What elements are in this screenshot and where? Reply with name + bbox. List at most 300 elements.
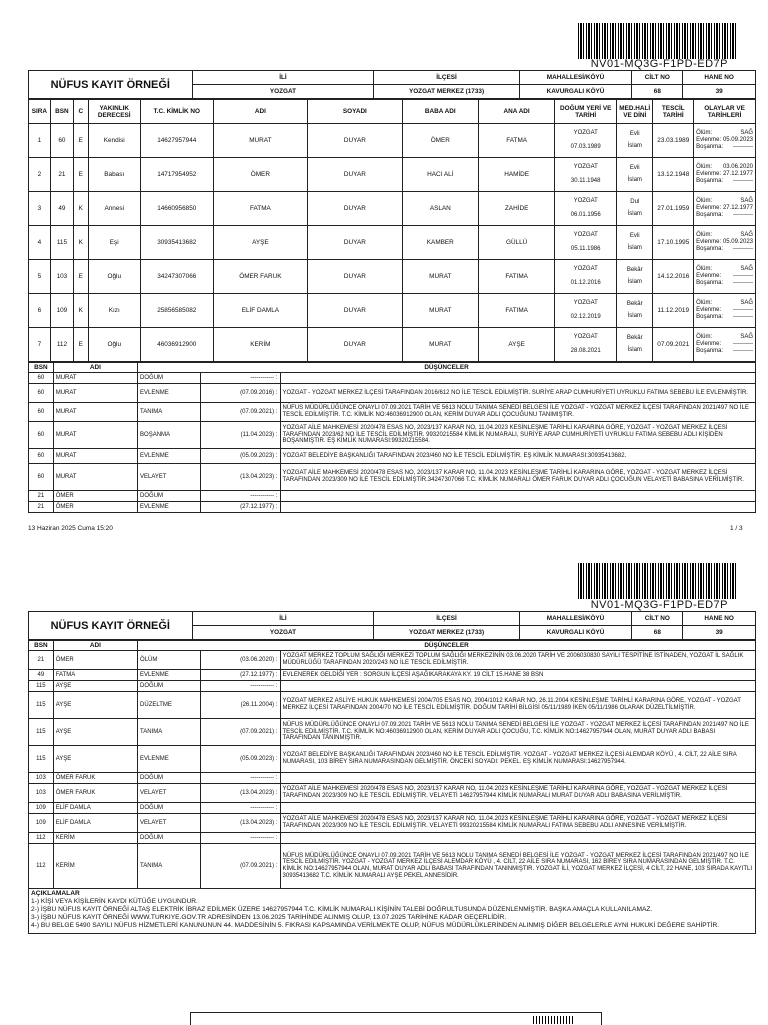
event-line-bosanma (696, 246, 753, 253)
event-type: DOĞUM (138, 491, 201, 502)
religion: İslam (627, 211, 642, 217)
event-bsn: 109 (29, 803, 54, 814)
event-description: YOZGAT MERKEZ TOPLUM SAĞLIĞI MERKEZİ TOPLUM SAĞLIĞI MERKEZİNİN 03.06.2020 TARİH VE 2006030830 SAYILI TESPİTİNE İSTİNADEN, YOZGAT İL SAĞLIK MÜDÜRLÜĞÜ TARAFINDAN 2020/243 NO İLE TESCİL EDİLMİŞTİR. (280, 651, 755, 670)
person-row (29, 260, 756, 294)
event-type: DOĞUM (138, 833, 201, 844)
events-cell (694, 328, 756, 362)
event-date: (07.09.2021) : (200, 844, 280, 889)
registration-date-cell: 14.12.2016 (653, 260, 694, 294)
person-row (29, 226, 756, 260)
event-row (29, 803, 756, 814)
event-description (280, 681, 755, 692)
event-description: YOZGAT AİLE MAHKEMESİ 2020/478 ESAS NO, 2023/137 KARAR NO, 11.04.2023 KESİNLEŞME TARİHLİ KARARINA GÖRE, YOZGAT - YOZGAT MERKEZ İLÇESİ TARAFINDAN 2023/62 NO İLE TESCİL EDİLMİŞTİR. 99320215584 KİMLİK NUMARALI, SURİYE ARAP CUMHURİYETİ UYRUKLU FATIMA SEBEBU ADLI KİŞİDEN BOŞANMIŞTIR. EŞ KİMLİK NUMARASI:99320215584. (280, 422, 755, 449)
event-person-name: ÖMER (53, 651, 137, 670)
event-type: DOĞUM (138, 681, 201, 692)
event-date: ------------ : (200, 773, 280, 784)
event-type: TANIMA (138, 403, 201, 422)
birth-cell (555, 124, 617, 158)
event-person-name: ELİF DAMLA (53, 814, 137, 833)
person-row (29, 124, 756, 158)
document-title-2: NÜFUS KAYIT ÖRNEĞİ (29, 612, 193, 640)
event-date: ------------ : (200, 681, 280, 692)
event-row (29, 773, 756, 784)
tc-number-cell: 46036912900 (140, 328, 213, 362)
mother-name-cell: GÜLLÜ (478, 226, 554, 260)
birth-place: YOZGAT (573, 266, 598, 273)
events-cell (694, 124, 756, 158)
event-label: Ölüm: (696, 265, 713, 272)
event-row (29, 502, 756, 513)
marital-status: Evli (629, 232, 640, 239)
event-line-bosanma (696, 178, 753, 185)
marital-cell (617, 158, 653, 192)
gender-cell: E (74, 158, 89, 192)
tc-number-cell: 14627957944 (140, 124, 213, 158)
birth-date: 28.08.2021 (570, 347, 601, 354)
footer-page-number: 1 / 3 (730, 525, 743, 532)
event-type: VELAYET (138, 464, 201, 491)
event-type: EVLENME (138, 449, 201, 464)
note-3: 3-) İŞBU NÜFUS KAYIT ÖRNEĞİ WWW.TURKIYE.GOV.TR ADRESİNDEN 13.06.2025 TARİHİNDE ALINMIŞ OLUP, 13.07.2025 TARİHİNE KADAR GEÇERLİDİR. (31, 914, 507, 921)
event-description (280, 491, 755, 502)
event-type: EVLENME (138, 746, 201, 773)
event-value: SAĞ (740, 231, 753, 238)
gender-cell: K (74, 226, 89, 260)
event-line-olum (696, 300, 753, 307)
father-name-cell: MURAT (402, 260, 478, 294)
barcode-2 (578, 563, 738, 599)
col-baba: BABA ADI (402, 100, 478, 124)
marital-status: Bekâr (626, 300, 643, 307)
event-date: (13.04.2023) : (200, 784, 280, 803)
event-bsn: 60 (29, 422, 54, 449)
marital-status: Dul (630, 198, 640, 205)
record-page-1 (28, 70, 756, 513)
event-description: YOZGAT AİLE MAHKEMESİ 2020/478 ESAS NO, 2023/137 KARAR NO, 11.04.2023 KESİNLEŞME TARİHLİ KARARINA GÖRE, YOZGAT - YOZGAT MERKEZ İLÇESİ TARAFINDAN 2023/309 NO İLE TESCİL EDİLMİŞTİR. VELAYETİ 14627957944 KİMLİK NUMARALI MURAT DUYAR ADLI BABASINA VERİLMİŞTİR. (280, 784, 755, 803)
event-label: Boşanma: (696, 280, 724, 287)
marital-status: Evli (629, 130, 640, 137)
header-label-il: İLİ (192, 71, 374, 85)
gender-cell: K (74, 294, 89, 328)
event-row (29, 833, 756, 844)
header-value-ilce-2: YOZGAT MERKEZ (1733) (374, 626, 519, 640)
event-line-evlenme (696, 239, 753, 246)
registration-date-cell: 27.01.1959 (653, 192, 694, 226)
note-2: 2-) İŞBU NÜFUS KAYIT ÖRNEĞİ ALTAŞ ELEKTRİK İBRAZ EDİLMEK ÜZERE 14627957944 T.C. KİMLİK NUMARALI KİŞİNİN TALEBİ DOĞRULTUSUNDA DÜZENLENMİŞTİR. BAŞKA AMAÇLA KULLANILAMAZ. (31, 906, 653, 913)
event-line-olum (696, 232, 753, 239)
header-table-1 (28, 70, 756, 99)
marital-status: Bekâr (626, 266, 643, 273)
event-description: EVLENEREK GELDİĞİ YER : SORGUN İLÇESİ AŞAĞIKARAKAYA KY. 19 CİLT 15.HANE 38 BSN (280, 670, 755, 681)
event-person-name: ÖMER (53, 502, 137, 513)
event-label: Evlenme: (696, 306, 722, 313)
document-code-1: NV01-MQ3G-F1PD-ED7P (590, 58, 728, 70)
header-label-hane: HANE NO (683, 71, 756, 85)
header-value-il-2: YOZGAT (192, 626, 374, 640)
events-cell (694, 226, 756, 260)
event-person-name: ÖMER FARUK (53, 784, 137, 803)
event-person-name: AYŞE (53, 692, 137, 719)
event-row (29, 844, 756, 889)
event-label: Ölüm: (696, 197, 713, 204)
tc-number-cell: 14660956850 (140, 192, 213, 226)
first-name-cell: FATMA (213, 192, 308, 226)
mother-name-cell: FATIMA (478, 260, 554, 294)
event-date: (05.09.2023) : (200, 449, 280, 464)
religion: İslam (627, 177, 642, 183)
birth-cell (555, 192, 617, 226)
event-date: (07.09.2016) : (200, 384, 280, 403)
relation-cell: Oğlu (88, 328, 140, 362)
event-line-evlenme (696, 273, 753, 280)
event-label: Evlenme: (696, 340, 722, 347)
religion: İslam (627, 245, 642, 251)
father-name-cell: ÖMER (402, 124, 478, 158)
last-name-cell: DUYAR (308, 158, 403, 192)
event-label: Evlenme: (696, 238, 722, 245)
father-name-cell: HACI ALİ (402, 158, 478, 192)
event-label: Boşanma: (696, 144, 724, 151)
event-label: Evlenme: (696, 204, 722, 211)
event-person-name: ELİF DAMLA (53, 803, 137, 814)
event-person-name: AYŞE (53, 681, 137, 692)
relation-cell: Eşi (88, 226, 140, 260)
birth-place: YOZGAT (573, 198, 598, 205)
event-label: Evlenme: (696, 170, 722, 177)
event-description: NÜFUS MÜDÜRLÜĞÜNCE ONAYLI 07.09.2021 TARİH VE 5613 NOLU TANIMA SENEDİ BELGESİ İLE YOZGAT - YOZGAT MERKEZ İLÇESİ TARAFINDAN 2021/497 NO İLE TESCİL EDİLMİŞTİR. YOZGAT - YOZGAT MERKEZ İLÇESİ ALEMDAR KÖYÜ , 4. CİLT, 22 AİLE SIRA NUMARASI, 162 BİREY SIRA NUMARASINDAN GELMİŞTİR. T.C. KİMLİK NO:14627957944 OLAN, MURAT DUYAR ADLI BABASI TARAFINDAN TANINMIŞTIR. YOZGAT İLİ, YOZGAT MERKEZ İLÇESİ, 4 CİLT, 22 HANE, 103 SIRADA KAYITLI 30935413682 T.C. KİMLİK NUMARALI AYŞE PEKEL ANNESİDİR. (280, 844, 755, 889)
sira-cell: 7 (29, 328, 51, 362)
event-line-evlenme (696, 205, 753, 212)
event-description (280, 373, 755, 384)
event-type: ÖLÜM (138, 651, 201, 670)
event-type: DOĞUM (138, 773, 201, 784)
event-value: 27.12.1977 (722, 170, 753, 177)
event-description: NÜFUS MÜDÜRLÜĞÜNCE ONAYLI 07.09.2021 TARİH VE 5613 NOLU TANIMA SENEDİ BELGESİ İLE YOZGAT - YOZGAT MERKEZ İLÇESİ TARAFINDAN 2021/497 NO İLE TESCİL EDİLMİŞTİR. T.C. KİMLİK NO:46036912900 OLAN, KERİM DUYAR ADLI ÇOCUĞUNU TANIMIŞTIR. (280, 403, 755, 422)
person-row (29, 192, 756, 226)
event-bsn: 103 (29, 784, 54, 803)
event-type: DOĞUM (138, 373, 201, 384)
header-value-ilce: YOZGAT MERKEZ (1733) (374, 85, 519, 99)
registration-date-cell: 17.10.1995 (653, 226, 694, 260)
qr-code-icon (533, 1016, 573, 1024)
header-value-hane-2: 39 (683, 626, 756, 640)
birth-cell (555, 158, 617, 192)
event-value: 05.09.2023 (722, 238, 753, 245)
event-value: ---------- (733, 314, 753, 321)
event-line-evlenme (696, 341, 753, 348)
birth-place: YOZGAT (573, 164, 598, 171)
event-date: (05.09.2023) : (200, 746, 280, 773)
bsn-cell: 109 (50, 294, 73, 328)
bsn-cell: 103 (50, 260, 73, 294)
footer-date: 13 Haziran 2025 Cuma 15:20 (28, 525, 113, 532)
event-type: EVLENME (138, 502, 201, 513)
event-date: (11.04.2023) : (200, 422, 280, 449)
event-bsn: 115 (29, 719, 54, 746)
event-value: ---------- (733, 272, 753, 279)
event-type: VELAYET (138, 784, 201, 803)
header-value-hane: 39 (683, 85, 756, 99)
gender-cell: K (74, 192, 89, 226)
event-line-evlenme (696, 307, 753, 314)
last-name-cell: DUYAR (308, 124, 403, 158)
event-type: DOĞUM (138, 803, 201, 814)
event-date: ------------ : (200, 833, 280, 844)
event-person-name: AYŞE (53, 719, 137, 746)
event-person-name: MURAT (53, 384, 137, 403)
event-date: ------------ : (200, 491, 280, 502)
event-bsn: 49 (29, 670, 54, 681)
event-label: Ölüm: (696, 129, 713, 136)
event-bsn: 60 (29, 464, 54, 491)
event-person-name: AYŞE (53, 746, 137, 773)
persons-table (28, 99, 756, 362)
event-value: 27.12.1977 (722, 204, 753, 211)
tc-number-cell: 30935413682 (140, 226, 213, 260)
header-value-cilt: 68 (632, 85, 683, 99)
event-row (29, 814, 756, 833)
event-label: Ölüm: (696, 333, 713, 340)
col-medeni: MED.HALİ VE DİNİ (617, 100, 653, 124)
bsn-cell: 60 (50, 124, 73, 158)
event-bsn: 115 (29, 681, 54, 692)
event-description: YOZGAT AİLE MAHKEMESİ 2020/478 ESAS NO, 2023/137 KARAR NO, 11.04.2023 KESİNLEŞME TARİHLİ KARARINA GÖRE, YOZGAT - YOZGAT MERKEZ İLÇESİ TARAFINDAN 2023/309 NO İLE TESCİL EDİLMİŞTİR. VELAYETİ 99320215584 KİMLİK NUMARALI FATIMA SEBEBU ADLI ANNESİNE VERİLMİŞTİR. (280, 814, 755, 833)
birth-date: 30.11.1948 (570, 177, 601, 184)
header-table-2 (28, 611, 756, 640)
event-person-name: MURAT (53, 373, 137, 384)
marital-status: Evli (629, 164, 640, 171)
marital-status: Bekâr (626, 334, 643, 341)
col-tescil: TESCİL TARİHİ (653, 100, 694, 124)
event-line-bosanma (696, 280, 753, 287)
religion: İslam (627, 143, 642, 149)
marital-cell (617, 328, 653, 362)
first-name-cell: MURAT (213, 124, 308, 158)
first-name-cell: ELİF DAMLA (213, 294, 308, 328)
event-value: ---------- (733, 178, 753, 185)
event-date: ------------ : (200, 803, 280, 814)
event-description (280, 502, 755, 513)
tc-number-cell: 34247307066 (140, 260, 213, 294)
event-row (29, 422, 756, 449)
bsn-cell: 21 (50, 158, 73, 192)
event-type: EVLENME (138, 384, 201, 403)
header-value-mahalle-2: KAVURGALI KÖYÜ (519, 626, 632, 640)
event-row (29, 403, 756, 422)
father-name-cell: MURAT (402, 328, 478, 362)
document-code-2: NV01-MQ3G-F1PD-ED7P (590, 599, 728, 611)
religion: İslam (627, 313, 642, 319)
marital-cell (617, 124, 653, 158)
header-value-mahalle: KAVURGALI KÖYÜ (519, 85, 632, 99)
header-label-cilt-2: CİLT NO (632, 612, 683, 626)
document-title: NÜFUS KAYIT ÖRNEĞİ (29, 71, 193, 99)
col-ana: ANA ADI (478, 100, 554, 124)
event-row (29, 491, 756, 502)
event-value: SAĞ (740, 265, 753, 272)
events-cell (694, 260, 756, 294)
barcode-1 (578, 23, 738, 59)
header-label-il-2: İLİ (192, 612, 374, 626)
event-bsn: 60 (29, 449, 54, 464)
event-date: (03.06.2020) : (200, 651, 280, 670)
col-adi: ADI (213, 100, 308, 124)
event-row (29, 681, 756, 692)
event-line-bosanma (696, 212, 753, 219)
event-description: YOZGAT AİLE MAHKEMESİ 2020/478 ESAS NO, 2023/137 KARAR NO, 11.04.2023 KESİNLEŞME TARİHLİ KARARINA GÖRE, YOZGAT - YOZGAT MERKEZ İLÇESİ TARAFINDAN 2023/309 NO İLE TESCİL EDİLMİŞTİR.34247307066 T.C. KİMLİK NUMARALI ÖMER FARUK DUYAR ADLI ÇOCUĞUN VELAYETİ BABASINA VERİLMİŞTİR. (280, 464, 755, 491)
event-date: (07.09.2021) : (200, 719, 280, 746)
note-4: 4-) BU BELGE 5490 SAYILI NÜFUS HİZMETLERİ KANUNUNUN 44. MADDESİNİN 5. FIKRASI KAPSAMINDA VERİLMEKTE OLUP, NÜFUS MÜDÜRLÜKLERİNDEN ALINMIŞ DİĞER BELGELERLE AYNI HUKUKİ DEĞERE SAHİPTİR. (31, 922, 720, 929)
col-dogum: DOĞUM YERİ VE TARİHİ (555, 100, 617, 124)
event-description: YOZGAT BELEDİYE BAŞKANLIĞI TARAFINDAN 2023/460 NO İLE TESCİL EDİLMİŞTİR. EŞ KİMLİK NUMARASI:30935413682. (280, 449, 755, 464)
event-label: Boşanma: (696, 246, 724, 253)
header-value-il: YOZGAT (192, 85, 374, 99)
last-name-cell: DUYAR (308, 328, 403, 362)
event-value: SAĞ (740, 333, 753, 340)
relation-cell: Babası (88, 158, 140, 192)
event-line-bosanma (696, 314, 753, 321)
relation-cell: Oğlu (88, 260, 140, 294)
gender-cell: E (74, 328, 89, 362)
birth-cell (555, 294, 617, 328)
event-person-name: KERİM (53, 833, 137, 844)
religion: İslam (627, 279, 642, 285)
sira-cell: 2 (29, 158, 51, 192)
registration-date-cell: 11.12.2019 (653, 294, 694, 328)
header-label-cilt: CİLT NO (632, 71, 683, 85)
event-type: DÜZELTME (138, 692, 201, 719)
bsn-cell: 112 (50, 328, 73, 362)
event-description (280, 803, 755, 814)
mother-name-cell: FATMA (478, 124, 554, 158)
event-date: ------------ : (200, 373, 280, 384)
sira-cell: 5 (29, 260, 51, 294)
father-name-cell: KAMBER (402, 226, 478, 260)
first-name-cell: AYŞE (213, 226, 308, 260)
marital-cell (617, 226, 653, 260)
event-line-olum (696, 130, 753, 137)
event-person-name: ÖMER FARUK (53, 773, 137, 784)
event-line-olum (696, 266, 753, 273)
event-label: Ölüm: (696, 299, 713, 306)
event-description (280, 773, 755, 784)
event-bsn: 112 (29, 833, 54, 844)
event-bsn: 21 (29, 651, 54, 670)
header-label-hane-2: HANE NO (683, 612, 756, 626)
event-value: 03.06.2020 (722, 163, 753, 170)
sira-cell: 6 (29, 294, 51, 328)
col-olaylar: OLAYLAR VE TARİHLERİ (694, 100, 756, 124)
event-date: (26.11.2004) : (200, 692, 280, 719)
note-1: 1-) KİŞİ VEYA KİŞİLERİN KAYDI KÜTÜĞE UYGUNDUR. (31, 898, 198, 905)
bsn-cell: 115 (50, 226, 73, 260)
last-name-cell: DUYAR (308, 294, 403, 328)
event-type: TANIMA (138, 844, 201, 889)
person-row (29, 328, 756, 362)
event-date: (27.12.1977) : (200, 502, 280, 513)
sira-cell: 4 (29, 226, 51, 260)
events-col-adi: ADI (53, 363, 137, 373)
events-cell (694, 192, 756, 226)
event-date: (13.04.2023) : (200, 464, 280, 491)
first-name-cell: ÖMER (213, 158, 308, 192)
event-line-bosanma (696, 144, 753, 151)
event-bsn: 115 (29, 746, 54, 773)
last-name-cell: DUYAR (308, 226, 403, 260)
header-label-mahalle: MAHALLESİ/KÖYÜ (519, 71, 632, 85)
event-value: ---------- (733, 246, 753, 253)
event-bsn: 21 (29, 491, 54, 502)
event-row (29, 692, 756, 719)
event-value: ---------- (733, 348, 753, 355)
event-description: YOZGAT MERKEZ ASLİYE HUKUK MAHKEMESİ 2004/705 ESAS NO, 2004/1012 KARAR NO, 26.11.2004 KESİNLEŞME TARİHLİ KARARINA GÖRE, YOZGAT - YOZGAT MERKEZ İLÇESİ TARAFINDAN 2004/70 NO İLE TESCİL EDİLMİŞTİR. DOĞUM TARİHİ BİLGİSİ 05/11/1989 İKEN 05/11/1986 OLARAK DÜZELTİLMİŞTİR. (280, 692, 755, 719)
event-line-bosanma (696, 348, 753, 355)
event-value: SAĞ (740, 129, 753, 136)
mother-name-cell: ZAHİDE (478, 192, 554, 226)
mother-name-cell: FATIMA (478, 294, 554, 328)
event-value: SAĞ (740, 197, 753, 204)
events-col-adi-2: ADI (53, 641, 137, 651)
event-type: BOŞANMA (138, 422, 201, 449)
events-col-dusunceler: DÜŞÜNCELER (138, 363, 756, 373)
event-label: Ölüm: (696, 231, 713, 238)
event-value: ---------- (733, 144, 753, 151)
birth-date: 07.03.1989 (570, 143, 601, 150)
birth-date: 06.01.1956 (570, 211, 601, 218)
bsn-cell: 49 (50, 192, 73, 226)
registration-date-cell: 13.12.1948 (653, 158, 694, 192)
event-person-name: MURAT (53, 403, 137, 422)
event-person-name: MURAT (53, 449, 137, 464)
event-description: YOZGAT - YOZGAT MERKEZ İLÇESİ TARAFINDAN 2016/612 NO İLE TESCİL EDİLMİŞTİR. SURİYE ARAP CUMHURİYETİ UYRUKLU FATIMA SEBEBU İLE EVLENMİŞTİR. (280, 384, 755, 403)
person-row (29, 294, 756, 328)
birth-cell (555, 260, 617, 294)
mother-name-cell: HAMİDE (478, 158, 554, 192)
event-value: 05.09.2023 (722, 136, 753, 143)
marital-cell (617, 192, 653, 226)
event-person-name: MURAT (53, 464, 137, 491)
event-bsn: 60 (29, 403, 54, 422)
marital-cell (617, 260, 653, 294)
event-row (29, 449, 756, 464)
header-label-mahalle-2: MAHALLESİ/KÖYÜ (519, 612, 632, 626)
event-bsn: 109 (29, 814, 54, 833)
birth-date: 02.12.2019 (570, 313, 601, 320)
relation-cell: Annesi (88, 192, 140, 226)
event-type: TANIMA (138, 719, 201, 746)
event-description (280, 833, 755, 844)
birth-cell (555, 328, 617, 362)
event-value: ---------- (733, 306, 753, 313)
birth-place: YOZGAT (573, 300, 598, 307)
relation-cell: Kızı (88, 294, 140, 328)
col-yakinlik: YAKINLIK DERECESİ (88, 100, 140, 124)
events-col-bsn-2: BSN (29, 641, 54, 651)
registration-date-cell: 23.03.1989 (653, 124, 694, 158)
event-line-olum (696, 334, 753, 341)
event-label: Boşanma: (696, 212, 724, 219)
event-line-evlenme (696, 171, 753, 178)
mother-name-cell: AYŞE (478, 328, 554, 362)
event-label: Evlenme: (696, 136, 722, 143)
col-tc: T.C. KİMLİK NO (140, 100, 213, 124)
col-soyadi: SOYADI (308, 100, 403, 124)
event-value: SAĞ (740, 299, 753, 306)
event-label: Boşanma: (696, 178, 724, 185)
gender-cell: E (74, 124, 89, 158)
event-value: ---------- (733, 212, 753, 219)
tc-number-cell: 14717954952 (140, 158, 213, 192)
